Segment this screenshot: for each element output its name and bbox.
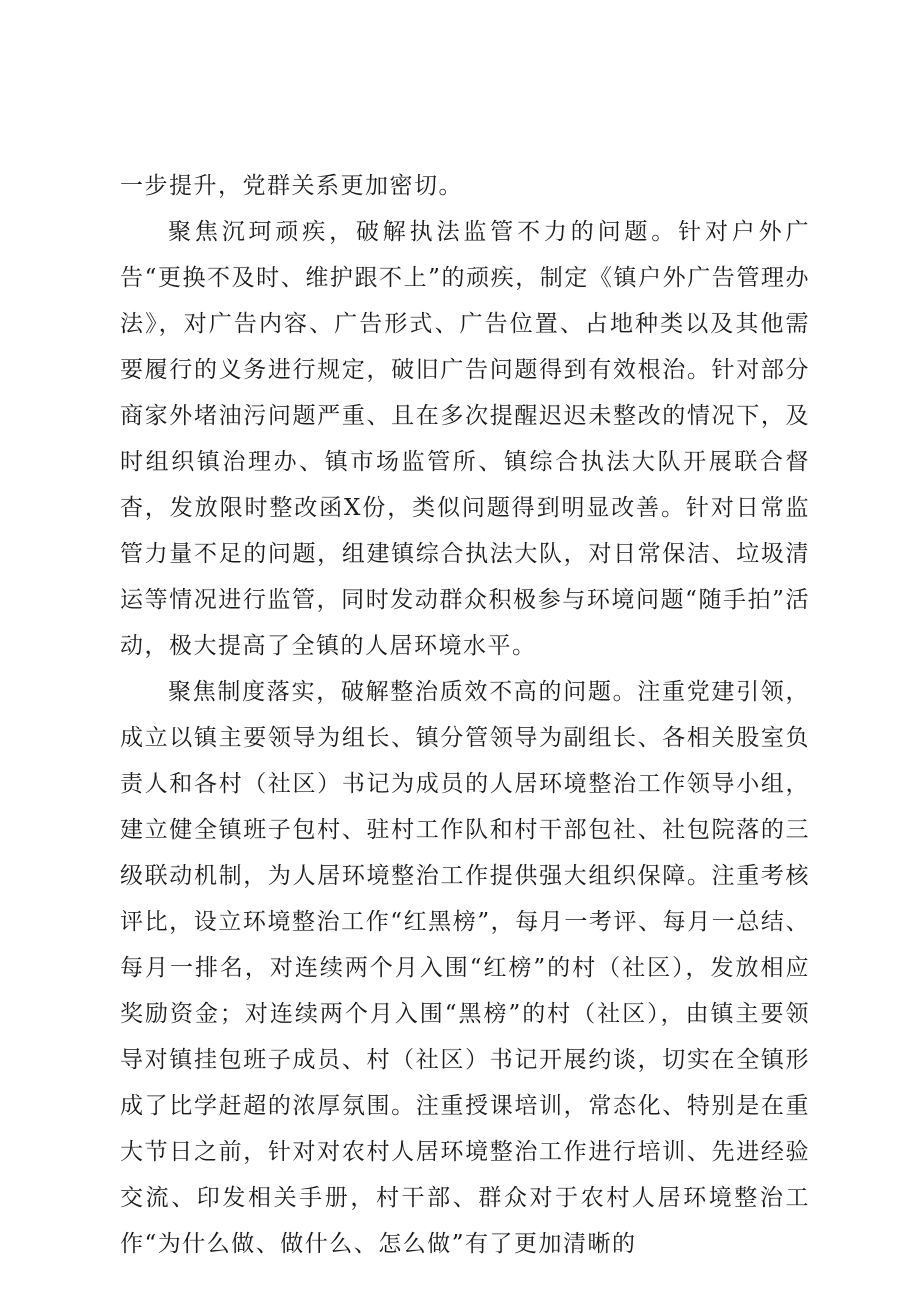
paragraph-law-enforcement: 聚焦沉珂顽疾，破解执法监管不力的问题。针对户外广告“更换不及时、维护跟不上”的顽疾，制定《镇户外广告管理办法》，对广告内容、广告形式、广告位置、占地种类以及其他需要履行的义务进行规定，破旧广告问题得到有效根治。针对部分商家外堵油污问题严重、且在多次提醒迟迟未整改的情况下，及时组织镇治理办、镇市场监管所、镇综合执法大队开展联合督杳，发放限时整改函X份，类似问题得到明显改善。针对日常监管力量不足的问题，组建镇综合执法大队，对日常保洁、垃圾清运等情况进行监管，同时发动群众积极参与环境问题“随手拍”活动，极大提高了全镇的人居环境水平。 <box>120 219 810 659</box>
paragraph-continuation: 一步提升，党群关系更加密切。 <box>120 173 463 199</box>
document-body <box>120 163 810 1267</box>
paragraph-system-implementation: 聚焦制度落实，破解整治质效不高的问题。注重党建引领，成立以镇主要领导为组长、镇分管领导为副组长、各相关股室负责人和各村（社区）书记为成员的人居环境整治工作领导小组，建立健全镇班子包村、驻村工作队和村干部包社、社包院落的三级联动机制，为人居环境整治工作提供强大组织保障。注重考核评比，设立环境整治工作“红黑榜”，每月一考评、每月一总结、每月一排名，对连续两个月入围“红榜”的村（社区），发放相应奖励资金；对连续两个月入围“黑榜”的村（社区），由镇主要领导对镇挂包班子成员、村（社区）书记开展约谈，切实在全镇形成了比学赶超的浓厚氛围。注重授课培训，常态化、特别是在重大节日之前，针对对农村人居环境整治工作进行培训、先进经验交流、印发相关手册，村干部、群众对于农村人居环境整治工作“为什么做、做什么、怎么做”有了更加清晰的 <box>120 679 810 1257</box>
